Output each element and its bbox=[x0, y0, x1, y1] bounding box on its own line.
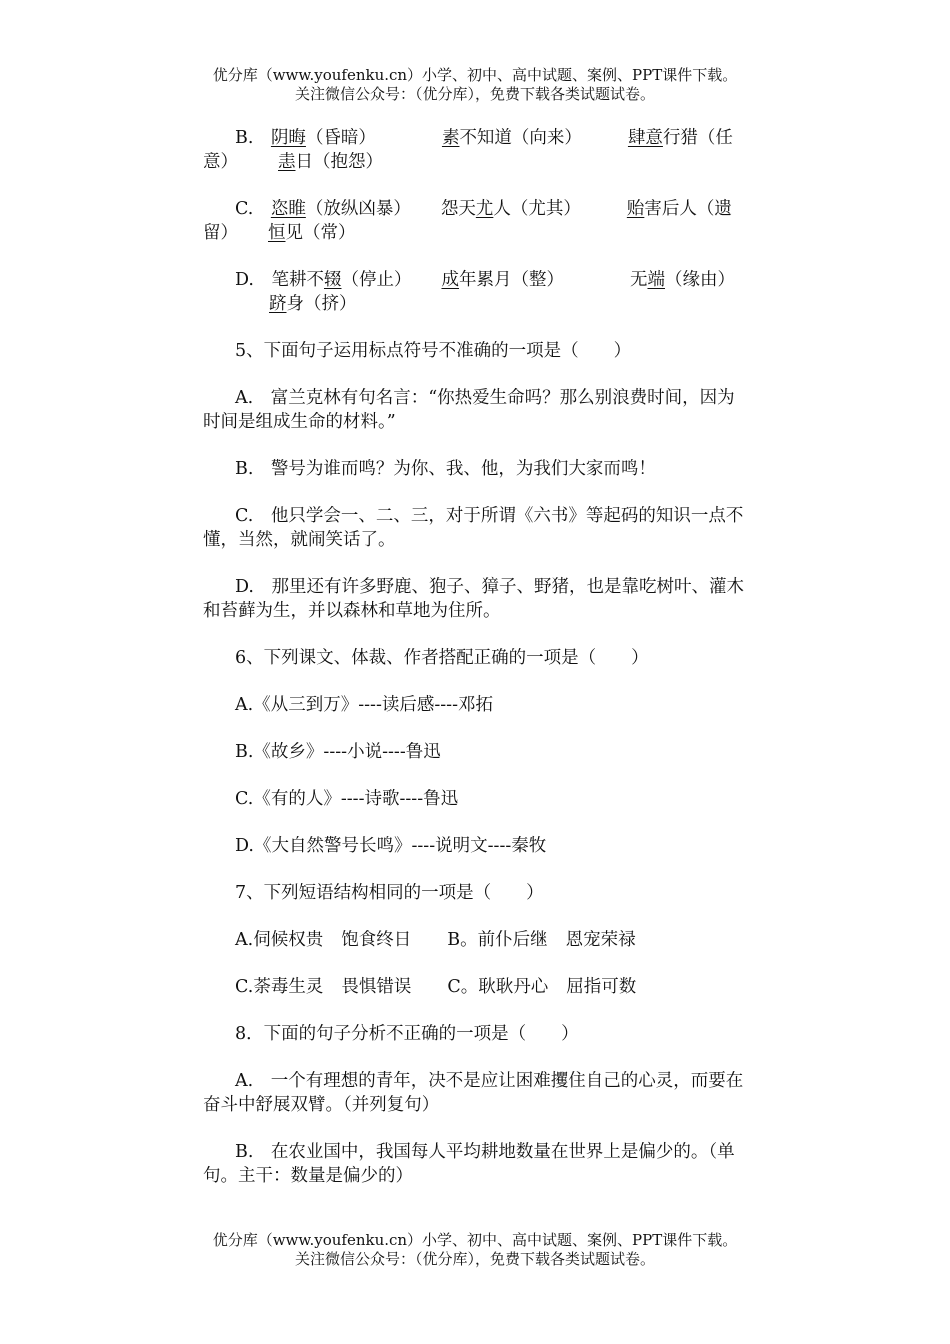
underlined-word: 阴晦 bbox=[270, 128, 306, 148]
gloss: 害后人（遗留） bbox=[203, 199, 732, 243]
underlined-word: 辍 bbox=[323, 270, 342, 290]
q4-option-b bbox=[203, 126, 748, 174]
q6-option-c: C.《有的人》----诗歌----鲁迅 bbox=[235, 789, 459, 809]
phrase: 恩宠荣禄 bbox=[565, 930, 636, 950]
q7-row-1 bbox=[203, 928, 748, 952]
q5-option-d: D. 那里还有许多野鹿、狍子、獐子、野猪，也是靠吃树叶、灌木和苔藓为生，并以森林和草地为住所。 bbox=[203, 577, 744, 621]
footer-line-2: 关注微信公众号：（优分库），免费下载各类试题试卷。 bbox=[294, 1250, 655, 1268]
option-label: D. bbox=[235, 270, 254, 290]
underlined-word: 素 bbox=[441, 128, 460, 148]
q8-stem: 8．下面的句子分析不正确的一项是（ ） bbox=[235, 1024, 579, 1044]
q6-option-b: B.《故乡》----小说----鲁迅 bbox=[235, 742, 441, 762]
gloss: 见（常） bbox=[285, 223, 356, 243]
gloss: 日（抱怨） bbox=[295, 152, 383, 172]
q4-option-c bbox=[203, 197, 748, 245]
underlined-word: 贻 bbox=[626, 199, 645, 219]
gloss: 无 bbox=[629, 270, 648, 290]
q6-option-d: D.《大自然警号长鸣》----说明文----秦牧 bbox=[235, 836, 547, 856]
option-label: B. bbox=[235, 128, 254, 148]
underlined-word: 恣睢 bbox=[270, 199, 306, 219]
page-header bbox=[0, 66, 950, 104]
q5-option-b: B. 警号为谁而鸣？为你、我、他，为我们大家而鸣！ bbox=[235, 459, 656, 479]
phrase: C。耿耿丹心 bbox=[447, 977, 549, 997]
gloss: （停止） bbox=[341, 270, 412, 290]
phrase: 畏惧错误 bbox=[341, 977, 412, 997]
underlined-word: 尤 bbox=[475, 199, 494, 219]
gloss: （昏暗） bbox=[305, 128, 376, 148]
q7-row-2 bbox=[203, 975, 748, 999]
header-line-2: 关注微信公众号：（优分库），免费下载各类试题试卷。 bbox=[294, 85, 655, 103]
underlined-word: 肆意 bbox=[627, 128, 663, 148]
q6-stem: 6、下列课文、体裁、作者搭配正确的一项是（ ） bbox=[235, 648, 649, 668]
q8-option-a: A. 一个有理想的青年，决不是应让困难攫住自己的心灵，而要在奋斗中舒展双臂。（并列复句） bbox=[203, 1071, 744, 1115]
gloss: 笔耕不 bbox=[271, 270, 324, 290]
document-body bbox=[203, 126, 748, 1211]
gloss: 年累月（整） bbox=[458, 270, 564, 290]
q5-option-a: A. 富兰克林有句名言：“你热爱生命吗？那么别浪费时间，因为时间是组成生命的材料。” bbox=[203, 388, 735, 432]
phrase: A.伺候权贵 bbox=[235, 930, 324, 950]
q6-option-a: A.《从三到万》----读后感----邓拓 bbox=[235, 695, 494, 715]
underlined-word: 端 bbox=[647, 270, 665, 290]
phrase: B。前仆后继 bbox=[447, 930, 548, 950]
gloss: （缘由） bbox=[664, 270, 735, 290]
gloss: 身（挤） bbox=[286, 294, 357, 314]
underlined-word: 恒 bbox=[268, 223, 286, 243]
gloss: 不知道（向来） bbox=[459, 128, 582, 148]
gloss: （放纵凶暴） bbox=[305, 199, 411, 219]
phrase: 饱食终日 bbox=[341, 930, 412, 950]
q7-stem: 7、下列短语结构相同的一项是（ ） bbox=[235, 883, 544, 903]
header-line-1: 优分库（www.youfenku.cn）小学、初中、高中试题、案例、PPT课件下载。 bbox=[212, 66, 738, 84]
page-footer bbox=[0, 1231, 950, 1269]
option-label: C. bbox=[235, 199, 254, 219]
underlined-word: 成 bbox=[441, 270, 459, 290]
underlined-word: 恚 bbox=[278, 152, 296, 172]
gloss: 怨天 bbox=[440, 199, 476, 219]
q4-option-d bbox=[203, 268, 748, 316]
q5-option-c: C. 他只学会一、二、三，对于所谓《六书》等起码的知识一点不懂，当然，就闹笑话了。 bbox=[203, 506, 744, 550]
gloss: 人（尤其） bbox=[493, 199, 581, 219]
q8-option-b: B. 在农业国中，我国每人平均耕地数量在世界上是偏少的。（单句。主干：数量是偏少的） bbox=[203, 1142, 735, 1186]
footer-line-1: 优分库（www.youfenku.cn）小学、初中、高中试题、案例、PPT课件下载。 bbox=[212, 1231, 738, 1249]
phrase: 屈指可数 bbox=[566, 977, 637, 997]
gloss: 行猎（任意） bbox=[203, 128, 733, 172]
phrase: C.荼毒生灵 bbox=[235, 977, 324, 997]
q5-stem: 5、下面句子运用标点符号不准确的一项是（ ） bbox=[235, 341, 632, 361]
underlined-word: 跻 bbox=[269, 294, 287, 314]
